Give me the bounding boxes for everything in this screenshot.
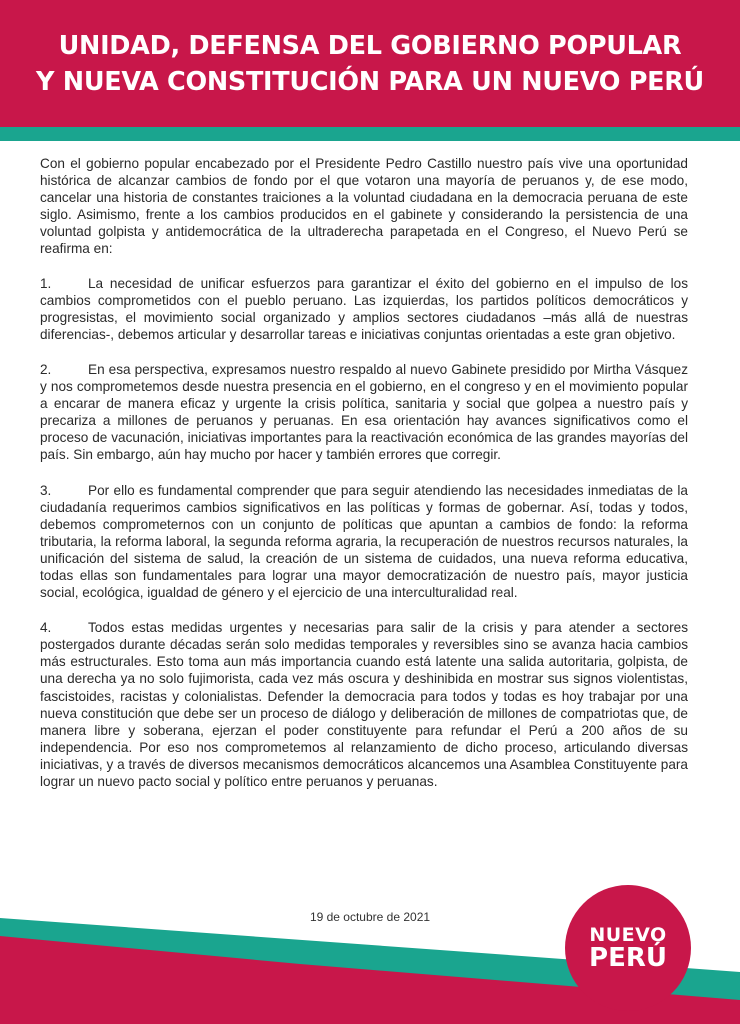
point-number: 2. bbox=[40, 361, 52, 377]
point-3 bbox=[40, 482, 688, 602]
point-text: Todos estas medidas urgentes y necesarias para salir de la crisis y para atender a sectores postergados durante décadas serán solo medidas temporales y reversibles sino se avanza hacia cambios más estructurales. Esto toma aun más importancia cuando está latente una salida autoritaria, golpista, de una derecha ya no solo fujimorista, cada vez más oscura y deshinibida en mostrar sus signos violentistas, fascistoides, racistas y colonialistas. Defender la democracia para todos y todas es hoy trabajar por una nueva constitución que debe ser un proceso de diálogo y deliberación de millones de compatriotas que, de manera libre y soberana, ejerzan el poder constituyente para refundar el Perú a 200 años de su independencia. Por eso nos comprometemos al relanzamiento de dicho proceso, articulando diversas iniciativas, y a través de diversos mecanismos democráticos alcancemos una Asamblea Constituyente para lograr un nuevo pacto social y político entre peruanos y peruanas. bbox=[40, 620, 688, 789]
point-text: La necesidad de unificar esfuerzos para garantizar el éxito del gobierno en el impulso de los cambios comprometidos con el pueblo peruano. Las izquierdas, los partidos políticos democráticos y progresistas, el movimiento social organizado y amplios sectores ciudadanos –más allá de nuestras diferencias-, debemos articular y desarrollar tareas e iniciativas conjuntas orientadas a este gran objetivo. bbox=[40, 275, 688, 342]
point-number: 4. bbox=[40, 620, 52, 636]
document-body bbox=[40, 155, 688, 808]
logo-text-line2: PERÚ bbox=[589, 943, 667, 973]
header-banner bbox=[0, 0, 740, 127]
header-accent-band bbox=[0, 127, 740, 141]
document-date: 19 de octubre de 2021 bbox=[309, 910, 431, 924]
point-number: 3. bbox=[40, 482, 52, 498]
title-line-2: Y NUEVA CONSTITUCIÓN PARA UN NUEVO PERÚ bbox=[36, 66, 704, 97]
logo-text-line1: NUEVO bbox=[589, 924, 667, 946]
point-2 bbox=[40, 361, 688, 464]
nuevo-peru-logo bbox=[565, 885, 691, 1011]
point-text: En esa perspectiva, expresamos nuestro respaldo al nuevo Gabinete presidido por Mirtha Vásquez y nos comprometemos desde nuestra presencia en el gobierno, en el congreso y en el movimiento popular a encarar de manera eficaz y urgente la crisis política, sanitaria y social que golpea a nuestro país y precariza a millones de peruanos y peruanas. En esa orientación hay avances significativos como el proceso de vacunación, iniciativas importantes para la reactivación económica de las grandes mayorías del país. Sin embargo, aún hay mucho por hacer y también errores que corregir. bbox=[40, 361, 688, 463]
point-4 bbox=[40, 619, 688, 790]
title-line-1: UNIDAD, DEFENSA DEL GOBIERNO POPULAR bbox=[58, 30, 682, 61]
point-number: 1. bbox=[40, 275, 52, 291]
point-text: Por ello es fundamental comprender que para seguir atendiendo las necesidades inmediatas de la ciudadanía requerimos cambios significativos en las políticas y formas de gobernar. Así, todas y todos, debemos comprometernos con un conjunto de políticas que apuntan a cambios de fondo: la reforma tributaria, la reforma laboral, la segunda reforma agraria, la recuperación de nuestros recursos naturales, la unificación del sistema de salud, la creación de un sistema de cuidados, una nueva reforma educativa, todas ellas son fundamentales para lograr una mayor democratización de nuestro país, mayor justicia social, ecológica, igualdad de género y el ejercicio de una interculturalidad real. bbox=[40, 482, 688, 601]
intro-paragraph: Con el gobierno popular encabezado por el Presidente Pedro Castillo nuestro país vive una oportunidad histórica de alcanzar cambios de fondo por el que votaron una mayoría de peruanos y, de ese modo, cancelar una historia de constantes traiciones a la voluntad ciudadana en la democracia peruana de este siglo. Asimismo, frente a los cambios producidos en el gabinete y considerando la persistencia de una voluntad golpista y antidemocrática de la ultraderecha parapetada en el Congreso, el Nuevo Perú se reafirma en: bbox=[40, 156, 688, 257]
point-1 bbox=[40, 275, 688, 343]
